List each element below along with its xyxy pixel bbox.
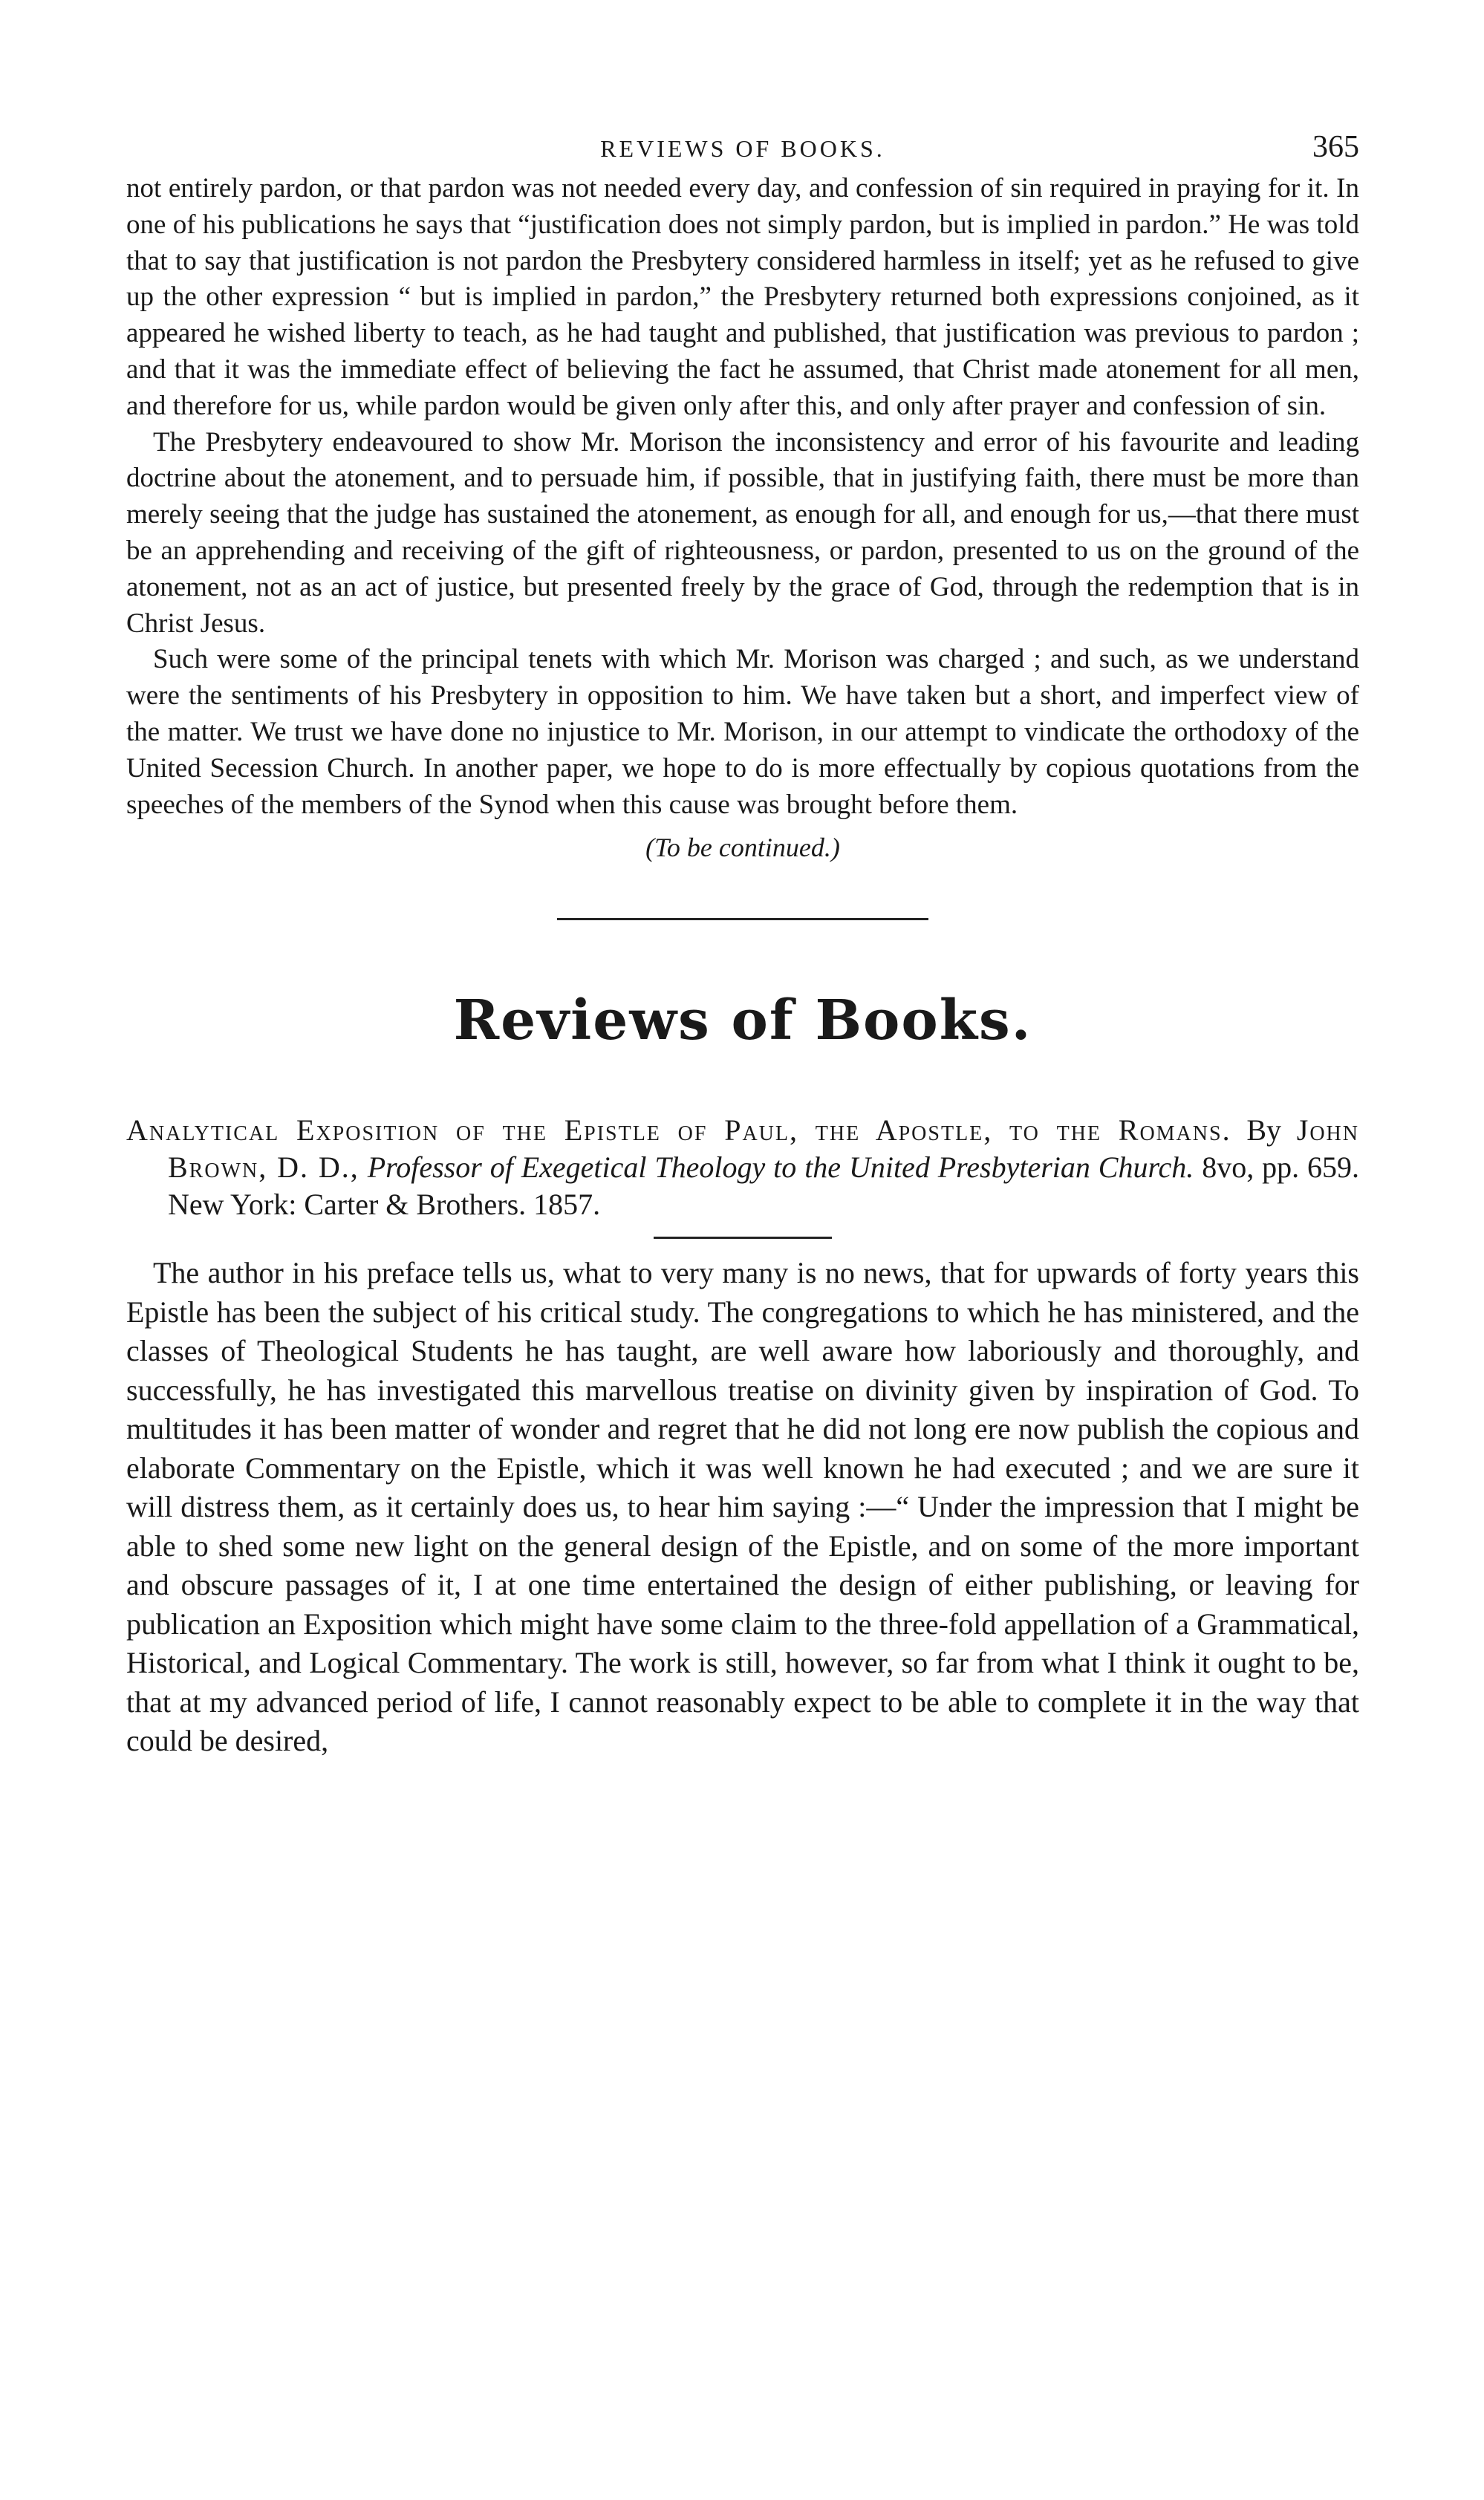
page-number: 365	[1312, 130, 1359, 164]
book-citation	[126, 1112, 1359, 1223]
running-header	[126, 119, 1359, 171]
citation-rule	[654, 1237, 832, 1239]
book-author: John Brown, D. D.,	[168, 1113, 1359, 1185]
page	[126, 119, 1359, 1761]
section-divider-rule	[557, 918, 928, 920]
to-be-continued-note: (To be continued.)	[645, 833, 840, 863]
section-heading: Reviews of Books.	[453, 989, 1032, 1053]
continuation-paragraph-2: The Presbytery endeavoured to show Mr. Morison the inconsistency and error of his favourite and leading doctrine about the atonement, and to persuade him, if possible, that in justifying faith, there must be more than merely seeing that the judge has sustained the atonement, as enough for all, and enough for us,—that there must be an apprehending and receiving of the gift of righteousness, or pardon, presented to us on the ground of the atonement, not as an act of justice, but presented freely by the grace of God, through the redemption that is in Christ Jesus.	[126, 426, 1359, 639]
continuation-paragraph-3: Such were some of the principal tenets with which Mr. Morison was charged ; and such, as we understand were the sentiments of his Presbytery in opposition to him. We have taken but a short, and imperfect view of the matter. We trust we have done no injustice to Mr. Morison, in our attempt to vindicate the orthodoxy of the United Secession Church. In another paper, we hope to do is more effectually by copious quotations from the speeches of the members of the Synod when this cause was brought before them.	[126, 644, 1359, 820]
author-position: Professor of Exegetical Theology to the United Presbyterian Church.	[367, 1150, 1194, 1185]
book-title: Analytical Exposition of the Epistle of Paul, the Apostle, to the Romans.	[126, 1113, 1231, 1148]
publication-details: 8vo, pp. 659. New York: Carter & Brothers. 1857.	[168, 1150, 1360, 1222]
continuation-paragraph-1: not entirely pardon, or that pardon was not needed every day, and confession of sin required in praying for it. In one of his publications he says that “justification does not simply pardon, but is implied in pardon.” He was told that to say that justification is not pardon the Presbytery considered harmless in itself; yet as he refused to give up the other expression “ but is implied in pardon,” the Presbytery returned both expressions conjoined, as it appeared he wished liberty to teach, as he had taught and published, that justification was previous to pardon ; and that it was the immediate effect of believing the fact he assumed, that Christ made atonement for all men, and therefore for us, while pardon would be given only after this, and only after prayer and confession of sin.	[126, 173, 1359, 421]
review-body-paragraph: The author in his preface tells us, what to very many is no news, that for upwards of forty years this Epistle has been the subject of his critical study. The congregations to which he has ministered, and the classes of Theological Students he has taught, are well aware how laboriously and thoroughly, and successfully, he has investigated this marvellous treatise on divinity given by inspiration of God. To multitudes it has been matter of wonder and regret that he did not long ere now publish the copious and elaborate Commentary on the Epistle, which it was well known he had executed ; and we are sure it will distress them, as it certainly does us, to hear him saying :—“ Under the impression that I might be able to shed some new light on the general design of the Epistle, and on some of the more important and obscure passages of it, I at one time entertained the design of either publishing, or leaving for publication an Exposition which might have some claim to the three-fold appellation of a Grammatical, Historical, and Logical Commentary. The work is still, however, so far from what I think it ought to be, that at my advanced period of life, I cannot reasonably expect to be able to complete it in the way that could be desired,	[126, 1256, 1359, 1758]
citation-by: By	[1246, 1113, 1282, 1148]
running-title: REVIEWS OF BOOKS.	[600, 135, 885, 162]
